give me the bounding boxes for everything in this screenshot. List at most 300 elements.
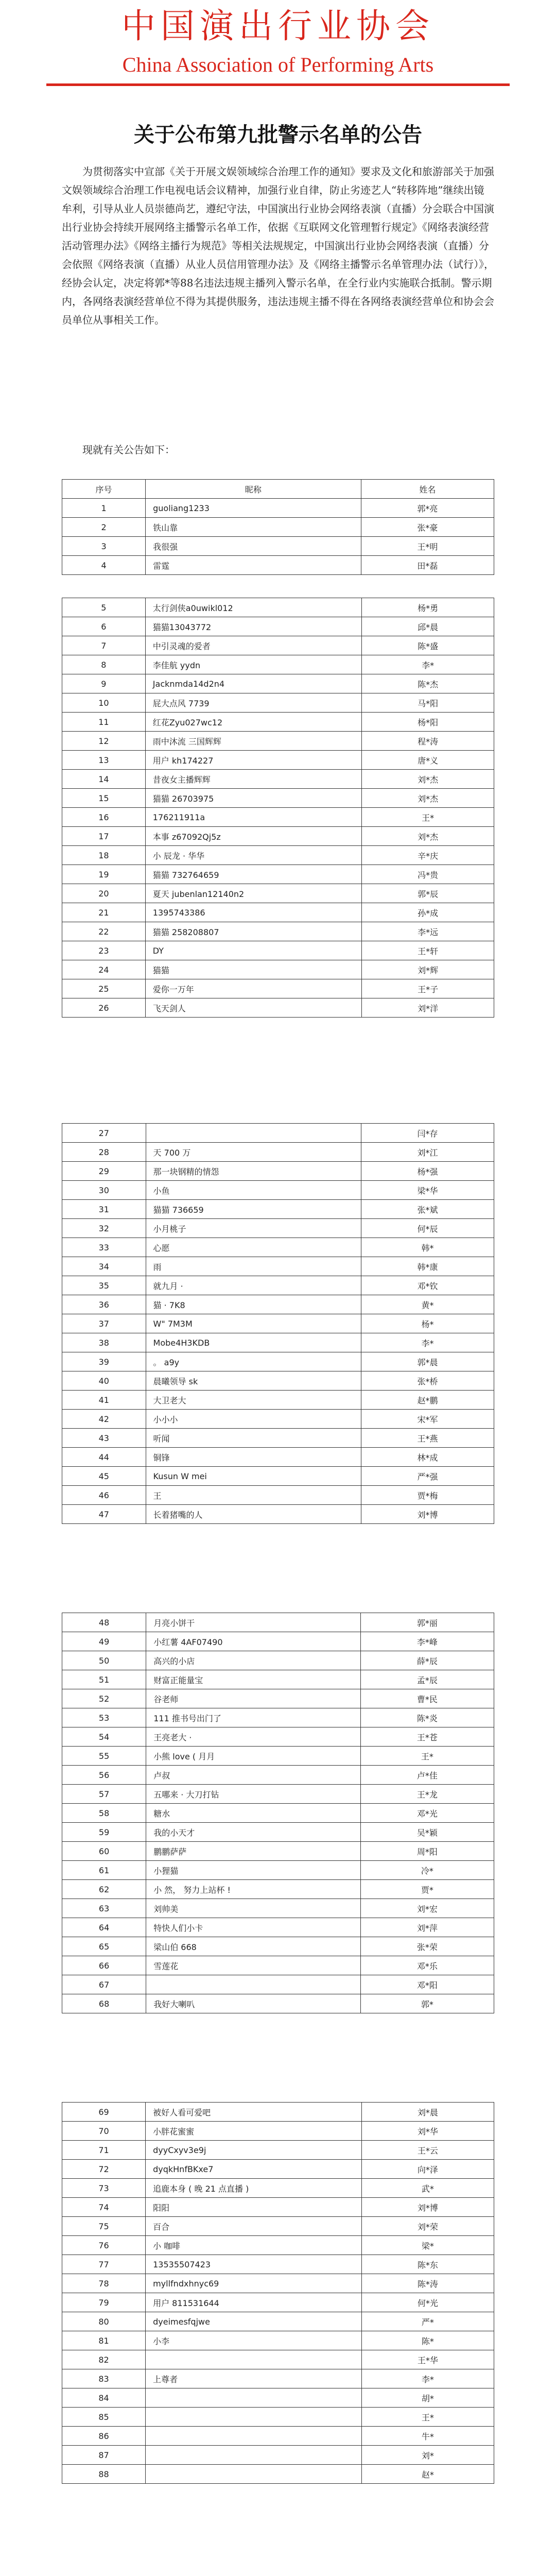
row-name: 杨*勇 bbox=[362, 598, 494, 617]
table-row bbox=[62, 2160, 494, 2179]
row-nickname: 被好人看可爱吧 bbox=[146, 2103, 362, 2122]
row-name: 杨*强 bbox=[361, 1162, 494, 1181]
row-name: 武* bbox=[361, 2179, 494, 2198]
table-row bbox=[62, 499, 494, 518]
table-row bbox=[62, 732, 494, 751]
row-nickname: 小 辰龙 · 华华 bbox=[145, 846, 362, 865]
row-no: 6 bbox=[62, 617, 146, 636]
row-no: 43 bbox=[62, 1429, 146, 1448]
table-row bbox=[62, 960, 494, 979]
row-name: 林*成 bbox=[361, 1448, 494, 1467]
row-no: 22 bbox=[62, 922, 146, 941]
row-nickname bbox=[146, 2408, 362, 2427]
row-nickname: 阳阳 bbox=[146, 2198, 362, 2217]
row-no: 38 bbox=[62, 1333, 146, 1352]
row-nickname: 那一块钢精的情怨 bbox=[146, 1162, 361, 1181]
row-nickname: 用户 kh174227 bbox=[145, 751, 362, 770]
row-nickname: 晨曦领导 sk bbox=[146, 1371, 361, 1391]
row-no: 32 bbox=[62, 1219, 146, 1238]
table-row bbox=[62, 1295, 494, 1314]
row-name: 辛*庆 bbox=[362, 846, 494, 865]
row-name: 李* bbox=[361, 2369, 494, 2388]
table-row bbox=[62, 998, 494, 1018]
row-no: 65 bbox=[62, 1937, 146, 1956]
row-name: 张*荣 bbox=[360, 1937, 494, 1956]
table-row bbox=[62, 598, 494, 617]
table-row bbox=[62, 1143, 494, 1162]
intro-paragraph: 为贯彻落实中宣部《关于开展文娱领域综合治理工作的通知》要求及文化和旅游部关于加强文娱领域综合治理工作电视电话会议精神，加强行业自律，防止劣迹艺人“转移阵地”继续出镜牟利，引导从业人员崇德尚艺，遵纪守法，中国演出行业协会网络表演（直播）分会联合中国演出行业协会持续开展网络主播警示名单工作，依据《互联网文化管理暂行规定》《网络表演经营活动管理办法》《网络主播行为规范》等相关法规规定，中国演出行业协会网络表演（直播）分会依照《网络表演（直播）从业人员信用管理办法》及《网络主播警示名单管理办法（试行）》，经协会认定，决定将郭*等88名违法违规主播列入警示名单，在全行业内实施联合抵制。警示期内，各网络表演经营单位不得为其提供服务，违法违规主播不得在各网络表演经营单位和协会会员单位从事相关工作。 bbox=[62, 165, 494, 326]
row-name: 王*龙 bbox=[360, 1785, 494, 1804]
row-nickname: 太行剑侠a0uwikl012 bbox=[145, 598, 362, 617]
row-name: 冯*贵 bbox=[362, 865, 494, 884]
table-row bbox=[62, 979, 494, 998]
row-no: 37 bbox=[62, 1314, 146, 1333]
row-no: 26 bbox=[62, 998, 146, 1018]
row-name: 闫*存 bbox=[361, 1124, 494, 1143]
row-nickname bbox=[146, 2446, 362, 2465]
row-nickname: 。 a9y bbox=[146, 1352, 361, 1371]
warning-list-table-1 bbox=[62, 479, 494, 575]
table-row bbox=[62, 1429, 494, 1448]
row-no: 78 bbox=[62, 2274, 146, 2293]
table-row bbox=[62, 751, 494, 770]
row-name: 陈* bbox=[361, 2331, 494, 2350]
row-name: 刘* bbox=[361, 2446, 494, 2465]
row-nickname bbox=[146, 2427, 362, 2446]
row-nickname: dyeimesfqjwe bbox=[146, 2312, 362, 2331]
table-row bbox=[62, 2446, 494, 2465]
row-name: 郭*晨 bbox=[361, 1352, 494, 1371]
table-row bbox=[62, 1880, 494, 1899]
table-row bbox=[62, 1899, 494, 1918]
row-nickname: 猫猫 736659 bbox=[146, 1200, 361, 1219]
row-name: 陈*盛 bbox=[362, 636, 494, 655]
row-no: 15 bbox=[62, 789, 146, 808]
row-no: 61 bbox=[62, 1861, 146, 1880]
row-name: 刘*杰 bbox=[362, 789, 494, 808]
row-name: 王* bbox=[361, 2408, 494, 2427]
table-row bbox=[62, 1448, 494, 1467]
row-no: 85 bbox=[62, 2408, 146, 2427]
row-nickname: 小熊 love ( 月月 bbox=[146, 1747, 361, 1766]
row-no: 21 bbox=[62, 903, 146, 922]
row-nickname: 上尊者 bbox=[146, 2369, 362, 2388]
header-no: 序号 bbox=[62, 480, 146, 499]
row-nickname: 月亮小饼干 bbox=[146, 1613, 361, 1632]
row-no: 80 bbox=[62, 2312, 146, 2331]
row-name: 孟*辰 bbox=[360, 1670, 494, 1689]
row-no: 62 bbox=[62, 1880, 146, 1899]
table-row bbox=[62, 1689, 494, 1708]
row-nickname bbox=[146, 2388, 362, 2408]
table-row bbox=[62, 1181, 494, 1200]
table-row bbox=[62, 1314, 494, 1333]
row-name: 黄* bbox=[361, 1295, 494, 1314]
row-no: 57 bbox=[62, 1785, 146, 1804]
row-name: 郭*辰 bbox=[362, 884, 494, 903]
row-name: 马*阳 bbox=[362, 693, 494, 713]
table-row bbox=[62, 846, 494, 865]
row-name: 何*辰 bbox=[361, 1219, 494, 1238]
row-no: 16 bbox=[62, 808, 146, 827]
row-nickname bbox=[146, 2350, 362, 2369]
table-row bbox=[62, 1505, 494, 1524]
table-row bbox=[62, 789, 494, 808]
table-row bbox=[62, 2331, 494, 2350]
row-nickname: 猫猫 732764659 bbox=[145, 865, 362, 884]
row-nickname: 雪莲花 bbox=[146, 1956, 361, 1975]
row-no: 58 bbox=[62, 1804, 146, 1823]
row-nickname: 高兴的小店 bbox=[146, 1651, 361, 1670]
table-row bbox=[62, 1861, 494, 1880]
row-no: 33 bbox=[62, 1238, 146, 1257]
row-no: 30 bbox=[62, 1181, 146, 1200]
table-row bbox=[62, 770, 494, 789]
row-name: 刘*博 bbox=[361, 1505, 494, 1524]
table-row bbox=[62, 941, 494, 960]
row-no: 40 bbox=[62, 1371, 146, 1391]
table-header-row bbox=[62, 480, 494, 499]
row-nickname: 小胖花蜜蜜 bbox=[146, 2122, 362, 2141]
row-name: 邓*钦 bbox=[361, 1276, 494, 1295]
row-no: 41 bbox=[62, 1391, 146, 1410]
row-no: 14 bbox=[62, 770, 146, 789]
row-no: 5 bbox=[62, 598, 146, 617]
row-no: 49 bbox=[62, 1632, 146, 1651]
row-nickname: myllfndxhnyc69 bbox=[146, 2274, 362, 2293]
row-name: 何*光 bbox=[361, 2293, 494, 2312]
row-no: 39 bbox=[62, 1352, 146, 1371]
row-no: 75 bbox=[62, 2217, 146, 2236]
row-nickname: 五哪来 · 大刀打钻 bbox=[146, 1785, 361, 1804]
table-row bbox=[62, 2427, 494, 2446]
row-nickname: 梁山伯 668 bbox=[146, 1937, 361, 1956]
org-name-cn: 中国演出行业协会 bbox=[121, 6, 435, 46]
table-row bbox=[62, 1467, 494, 1486]
table-row bbox=[62, 2293, 494, 2312]
row-no: 59 bbox=[62, 1823, 146, 1842]
table-row bbox=[62, 903, 494, 922]
row-nickname: 长着猪嘴的人 bbox=[146, 1505, 361, 1524]
row-nickname: 176211911a bbox=[145, 808, 362, 827]
table-row bbox=[62, 1352, 494, 1371]
org-name-en: China Association of Performing Arts bbox=[122, 53, 434, 76]
row-nickname: 1395743386 bbox=[145, 903, 362, 922]
table-row bbox=[62, 2217, 494, 2236]
row-name: 陈*杰 bbox=[362, 674, 494, 693]
row-name: 邓*光 bbox=[360, 1804, 494, 1823]
row-name: 郭*丽 bbox=[360, 1613, 494, 1632]
table-row bbox=[62, 1200, 494, 1219]
row-nickname: 小月桃子 bbox=[146, 1219, 361, 1238]
row-name: 向*泽 bbox=[361, 2160, 494, 2179]
table-row bbox=[62, 2236, 494, 2255]
row-no: 7 bbox=[62, 636, 146, 655]
table-row bbox=[62, 1804, 494, 1823]
row-no: 87 bbox=[62, 2446, 146, 2465]
row-nickname: 用户 811531644 bbox=[146, 2293, 362, 2312]
table-row bbox=[62, 693, 494, 713]
row-nickname: 雷霆 bbox=[146, 556, 361, 575]
row-nickname: 111 推书号出门了 bbox=[146, 1708, 361, 1727]
row-nickname: 李佳航 yydn bbox=[145, 655, 362, 674]
row-no: 18 bbox=[62, 846, 146, 865]
row-name: 刘*洋 bbox=[362, 998, 494, 1018]
table-row bbox=[62, 518, 494, 537]
row-nickname: 本事 z67092Qj5z bbox=[145, 827, 362, 846]
row-name: 严*强 bbox=[361, 1467, 494, 1486]
row-nickname: 鹏鹏萨萨 bbox=[146, 1842, 361, 1861]
row-no: 56 bbox=[62, 1766, 146, 1785]
row-nickname: 屁大点风 7739 bbox=[145, 693, 362, 713]
row-no: 47 bbox=[62, 1505, 146, 1524]
row-nickname: 王 bbox=[146, 1486, 361, 1505]
table-row bbox=[62, 617, 494, 636]
row-nickname: 雨中沐流 三国辉辉 bbox=[145, 732, 362, 751]
table-row bbox=[62, 674, 494, 693]
row-no: 51 bbox=[62, 1670, 146, 1689]
row-nickname: 猫猫 bbox=[145, 960, 362, 979]
table-row bbox=[62, 1785, 494, 1804]
row-no: 81 bbox=[62, 2331, 146, 2350]
row-no: 44 bbox=[62, 1448, 146, 1467]
row-no: 25 bbox=[62, 979, 146, 998]
row-nickname: 天 700 万 bbox=[146, 1143, 361, 1162]
row-nickname: 百合 bbox=[146, 2217, 362, 2236]
row-nickname: 卢叔 bbox=[146, 1766, 361, 1785]
row-nickname: 中引灵魂的爱者 bbox=[145, 636, 362, 655]
row-name: 唐*义 bbox=[362, 751, 494, 770]
table-row bbox=[62, 556, 494, 575]
row-nickname: 就九月 · bbox=[146, 1276, 361, 1295]
table-row bbox=[62, 2312, 494, 2331]
table-row bbox=[62, 636, 494, 655]
row-no: 72 bbox=[62, 2160, 146, 2179]
row-name: 吴*颖 bbox=[360, 1823, 494, 1842]
row-no: 4 bbox=[62, 556, 146, 575]
row-name: 刘*博 bbox=[361, 2198, 494, 2217]
row-no: 50 bbox=[62, 1651, 146, 1670]
table-row bbox=[62, 2408, 494, 2427]
table-row bbox=[62, 1994, 494, 2013]
row-name: 贾* bbox=[360, 1880, 494, 1899]
row-no: 54 bbox=[62, 1727, 146, 1747]
row-name: 刘*辉 bbox=[362, 960, 494, 979]
table-row bbox=[62, 865, 494, 884]
row-nickname: 特快人们小卡 bbox=[146, 1918, 361, 1937]
row-no: 86 bbox=[62, 2427, 146, 2446]
row-name: 宋*军 bbox=[361, 1410, 494, 1429]
table-row bbox=[62, 1975, 494, 1994]
row-name: 王*轩 bbox=[362, 941, 494, 960]
table-row bbox=[62, 2198, 494, 2217]
table-row bbox=[62, 655, 494, 674]
row-nickname: 听闻 bbox=[146, 1429, 361, 1448]
row-nickname: 夏天 jubenlan12140n2 bbox=[145, 884, 362, 903]
table-row bbox=[62, 1391, 494, 1410]
table-row bbox=[62, 884, 494, 903]
row-nickname: 追鹿本身 ( 晚 21 点直播 ) bbox=[146, 2179, 362, 2198]
row-nickname: 糖水 bbox=[146, 1804, 361, 1823]
row-no: 67 bbox=[62, 1975, 146, 1994]
row-name: 田*磊 bbox=[361, 556, 494, 575]
table-row bbox=[62, 2141, 494, 2160]
row-name: 程*涛 bbox=[362, 732, 494, 751]
row-no: 68 bbox=[62, 1994, 146, 2013]
table-row bbox=[62, 2179, 494, 2198]
row-nickname: 小鱼 bbox=[146, 1181, 361, 1200]
document-title: 关于公布第九批警示名单的公告 bbox=[134, 123, 422, 147]
row-no: 31 bbox=[62, 1200, 146, 1219]
row-no: 84 bbox=[62, 2388, 146, 2408]
table-row bbox=[62, 827, 494, 846]
row-no: 1 bbox=[62, 499, 146, 518]
header-nickname: 昵称 bbox=[146, 480, 361, 499]
table-row bbox=[62, 2369, 494, 2388]
row-no: 79 bbox=[62, 2293, 146, 2312]
row-no: 83 bbox=[62, 2369, 146, 2388]
row-no: 70 bbox=[62, 2122, 146, 2141]
row-nickname: 猫猫 26703975 bbox=[145, 789, 362, 808]
row-name: 李*峰 bbox=[360, 1632, 494, 1651]
row-nickname: 财富正能量宝 bbox=[146, 1670, 361, 1689]
table-row bbox=[62, 808, 494, 827]
table-row bbox=[62, 1842, 494, 1861]
row-name: 邓*乐 bbox=[360, 1956, 494, 1975]
row-no: 52 bbox=[62, 1689, 146, 1708]
row-name: 卢*佳 bbox=[360, 1766, 494, 1785]
row-name: 邓*阳 bbox=[360, 1975, 494, 1994]
row-name: 薛*辰 bbox=[360, 1651, 494, 1670]
table-row bbox=[62, 1651, 494, 1670]
warning-list-table-2 bbox=[62, 598, 494, 1018]
table-row bbox=[62, 1238, 494, 1257]
row-nickname: 小狸猫 bbox=[146, 1861, 361, 1880]
row-name: 张*斌 bbox=[361, 1200, 494, 1219]
row-name: 胡* bbox=[361, 2388, 494, 2408]
row-no: 71 bbox=[62, 2141, 146, 2160]
row-no: 27 bbox=[62, 1124, 146, 1143]
row-nickname bbox=[146, 2465, 362, 2484]
row-nickname bbox=[146, 1975, 361, 1994]
row-no: 10 bbox=[62, 693, 146, 713]
row-nickname: 小红薯 4AF07490 bbox=[146, 1632, 361, 1651]
row-name: 杨* bbox=[361, 1314, 494, 1333]
row-name: 刘*荣 bbox=[361, 2217, 494, 2236]
row-name: 王*云 bbox=[361, 2141, 494, 2160]
row-nickname: 我的小天才 bbox=[146, 1823, 361, 1842]
row-name: 王*华 bbox=[361, 2350, 494, 2369]
row-name: 刘*江 bbox=[361, 1143, 494, 1162]
table-row bbox=[62, 1613, 494, 1632]
table-row bbox=[62, 1276, 494, 1295]
row-name: 陈*炎 bbox=[360, 1708, 494, 1727]
row-name: 贾*梅 bbox=[361, 1486, 494, 1505]
row-nickname: DY bbox=[145, 941, 362, 960]
row-no: 73 bbox=[62, 2179, 146, 2198]
row-no: 88 bbox=[62, 2465, 146, 2484]
row-nickname: 刘帅美 bbox=[146, 1899, 361, 1918]
row-name: 陈*涛 bbox=[361, 2274, 494, 2293]
table-row bbox=[62, 2388, 494, 2408]
lead-paragraph: 现就有关公告如下： bbox=[82, 444, 175, 456]
row-no: 24 bbox=[62, 960, 146, 979]
row-nickname: 王亮老大 · bbox=[146, 1727, 361, 1747]
warning-list-table-4 bbox=[62, 1613, 494, 2013]
table-row bbox=[62, 2122, 494, 2141]
row-name: 李* bbox=[362, 655, 494, 674]
row-nickname: 13535507423 bbox=[146, 2255, 362, 2274]
table-row bbox=[62, 2350, 494, 2369]
row-no: 36 bbox=[62, 1295, 146, 1314]
row-no: 74 bbox=[62, 2198, 146, 2217]
table-row bbox=[62, 1727, 494, 1747]
row-no: 2 bbox=[62, 518, 146, 537]
row-name: 王*燕 bbox=[361, 1429, 494, 1448]
row-nickname: Mobe4H3KDB bbox=[146, 1333, 361, 1352]
letterhead-divider bbox=[46, 83, 510, 86]
row-name: 刘*杰 bbox=[362, 827, 494, 846]
row-name: 冷* bbox=[360, 1861, 494, 1880]
row-no: 82 bbox=[62, 2350, 146, 2369]
row-name: 杨*阳 bbox=[362, 713, 494, 732]
row-name: 周*阳 bbox=[360, 1842, 494, 1861]
row-no: 45 bbox=[62, 1467, 146, 1486]
row-name: 赵*鹏 bbox=[361, 1391, 494, 1410]
row-nickname: 谷老师 bbox=[146, 1689, 361, 1708]
table-row bbox=[62, 1766, 494, 1785]
row-nickname: 铁山靠 bbox=[146, 518, 361, 537]
table-row bbox=[62, 1486, 494, 1505]
table-row bbox=[62, 1257, 494, 1276]
table-row bbox=[62, 1333, 494, 1352]
row-nickname bbox=[146, 1124, 361, 1143]
row-no: 77 bbox=[62, 2255, 146, 2274]
row-name: 刘*杰 bbox=[362, 770, 494, 789]
row-nickname: 我很强 bbox=[146, 537, 361, 556]
row-nickname: 大卫老大 bbox=[146, 1391, 361, 1410]
row-no: 69 bbox=[62, 2103, 146, 2122]
row-nickname: dyqkHnfBKxe7 bbox=[146, 2160, 362, 2179]
row-no: 20 bbox=[62, 884, 146, 903]
row-name: 王*子 bbox=[362, 979, 494, 998]
row-name: 邱*晨 bbox=[362, 617, 494, 636]
row-no: 35 bbox=[62, 1276, 146, 1295]
header-name: 姓名 bbox=[361, 480, 494, 499]
letterhead bbox=[0, 0, 556, 90]
row-name: 梁* bbox=[361, 2236, 494, 2255]
table-row bbox=[62, 1823, 494, 1842]
row-no: 12 bbox=[62, 732, 146, 751]
row-name: 严* bbox=[361, 2312, 494, 2331]
row-nickname: 小 咖啡 bbox=[146, 2236, 362, 2255]
row-nickname: 猫 · 7K8 bbox=[146, 1295, 361, 1314]
table-row bbox=[62, 922, 494, 941]
row-nickname: Jacknmda14d2n4 bbox=[145, 674, 362, 693]
row-no: 13 bbox=[62, 751, 146, 770]
row-name: 王* bbox=[362, 808, 494, 827]
row-no: 46 bbox=[62, 1486, 146, 1505]
table-row bbox=[62, 1747, 494, 1766]
table-row bbox=[62, 2465, 494, 2484]
row-no: 64 bbox=[62, 1918, 146, 1937]
row-nickname: 我好大喇叭 bbox=[146, 1994, 361, 2013]
row-no: 3 bbox=[62, 537, 146, 556]
row-nickname: 红花Zyu027wc12 bbox=[145, 713, 362, 732]
table-row bbox=[62, 1632, 494, 1651]
row-name: 王* bbox=[360, 1747, 494, 1766]
table-row bbox=[62, 1219, 494, 1238]
